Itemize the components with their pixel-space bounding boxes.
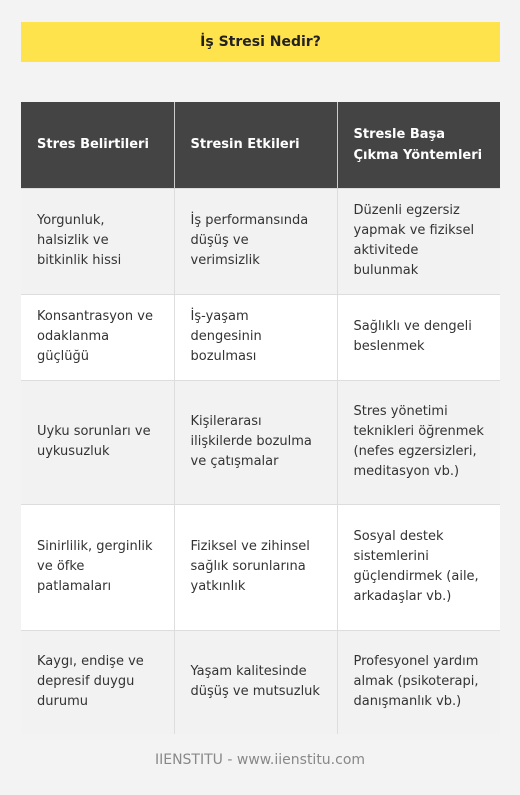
header-effects: Stresin Etkileri [174,102,337,188]
table-row [21,294,500,380]
symptom-cell: Konsantrasyon ve odaklanma güçlüğü [21,294,174,380]
table-header [21,102,500,188]
table-row [21,188,500,294]
coping-cell: Profesyonel yardım almak (psikoterapi, danışmanlık vb.) [337,630,500,734]
coping-cell: Sağlıklı ve dengeli beslenmek [337,294,500,380]
symptom-cell: Sinirlilik, gerginlik ve öfke patlamaları [21,504,174,630]
effect-cell: Yaşam kalitesinde düşüş ve mutsuzluk [174,630,337,734]
table-row [21,504,500,630]
title-banner [21,22,500,62]
header-coping: Stresle Başa Çıkma Yöntemleri [337,102,500,188]
symptom-cell: Uyku sorunları ve uykusuzluk [21,380,174,504]
effect-cell: Kişilerarası ilişkilerde bozulma ve çatışmalar [174,380,337,504]
coping-cell: Stres yönetimi teknikleri öğrenmek (nefes egzersizleri, meditasyon vb.) [337,380,500,504]
coping-cell: Düzenli egzersiz yapmak ve fiziksel aktivitede bulunmak [337,188,500,294]
footer-credit: IIENSTITU - www.iienstitu.com [154,752,366,768]
table-row [21,630,500,734]
coping-cell: Sosyal destek sistemlerini güçlendirmek (aile, arkadaşlar vb.) [337,504,500,630]
effect-cell: İş performansında düşüş ve verimsizlik [174,188,337,294]
effect-cell: İş-yaşam dengesinin bozulması [174,294,337,380]
table-body [21,188,500,734]
effect-cell: Fiziksel ve zihinsel sağlık sorunlarına yatkınlık [174,504,337,630]
stress-table-container [21,102,500,733]
header-symptoms: Stres Belirtileri [21,102,174,188]
page-title: İş Stresi Nedir? [200,34,321,50]
symptom-cell: Yorgunluk, halsizlik ve bitkinlik hissi [21,188,174,294]
header-row [21,102,500,188]
stress-table [21,102,500,734]
table-row [21,380,500,504]
symptom-cell: Kaygı, endişe ve depresif duygu durumu [21,630,174,734]
